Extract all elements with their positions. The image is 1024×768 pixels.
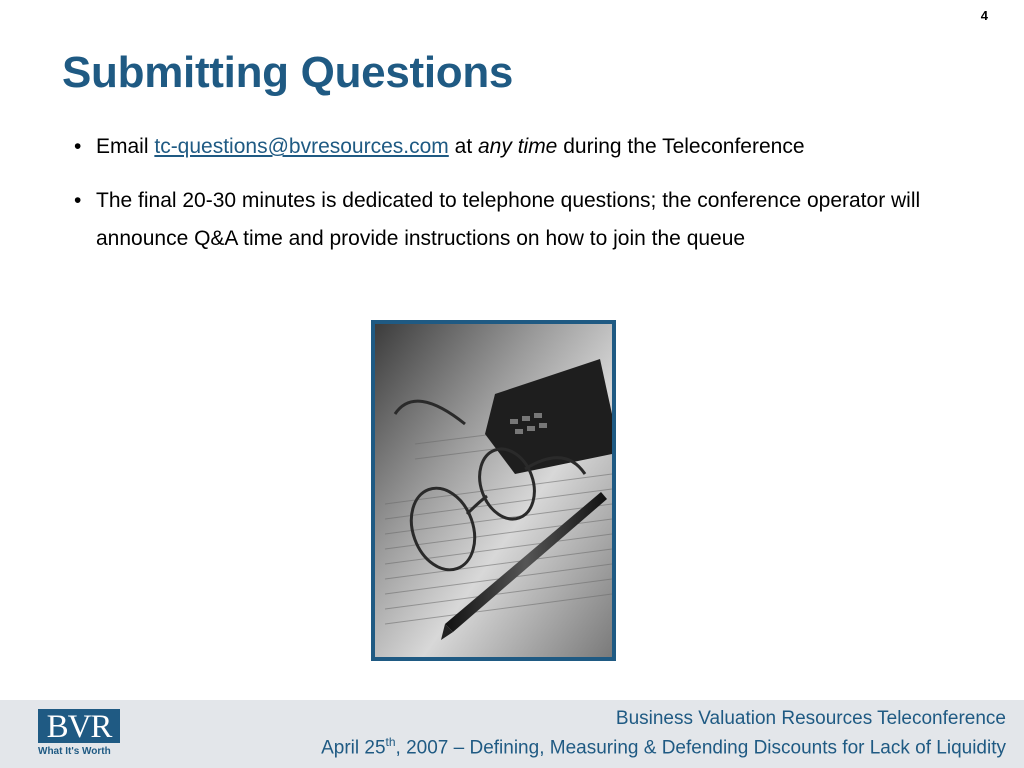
glasses-pen-newspaper-photo [371,320,616,661]
bvr-logo [38,709,122,759]
footer [0,700,1024,768]
email-link[interactable]: tc-questions@bvresources.com [154,135,449,158]
bullet-email-emphasis: any time [478,135,558,158]
bullet-list [72,128,952,274]
slide-title: Submitting Questions [62,48,514,97]
footer-subtitle [321,735,1006,759]
footer-date-suffix: th [385,735,396,749]
bullet-telephone-questions [72,182,952,258]
logo-mark: BVR [38,709,120,743]
footer-topic: , 2007 – Defining, Measuring & Defending Discounts for Lack of Liquidity [395,737,1006,759]
bullet-email [72,128,952,166]
bullet-email-at: at [454,135,473,158]
page-number: 4 [980,8,988,23]
bullet-email-suffix: during the Teleconference [563,135,805,158]
logo-tagline: What It's Worth [38,746,111,757]
footer-title: Business Valuation Resources Teleconference [615,708,1006,729]
bullet-telephone-text: The final 20-30 minutes is dedicated to telephone questions; the conference operator will announce Q&A time and provide instructions on how to join the queue [96,189,921,250]
bullet-email-prefix: Email [96,135,149,158]
photo-illustration [375,324,612,657]
footer-date: April 25 [321,737,386,759]
